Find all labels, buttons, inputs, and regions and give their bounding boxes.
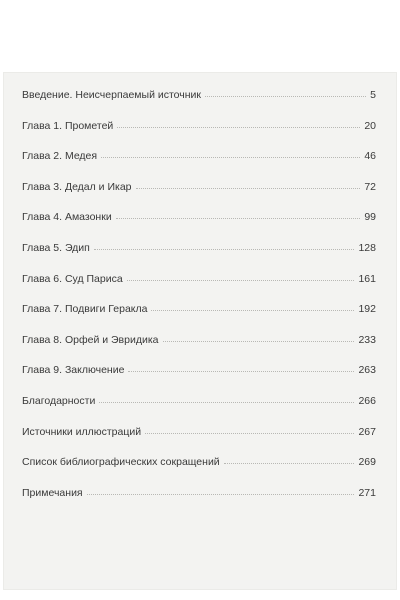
toc-entry — [22, 150, 376, 181]
toc-entry-page: 72 — [364, 180, 376, 193]
toc-entry-page: 161 — [358, 272, 376, 285]
toc-entry-title: Глава 9. Заключение — [22, 364, 125, 377]
dot-leader — [116, 217, 361, 219]
toc-entry-title: Введение. Неисчерпаемый источник — [22, 89, 202, 101]
dot-leader — [128, 370, 354, 372]
toc-entry-page: 233 — [358, 333, 376, 346]
toc-entry-page: 267 — [358, 425, 376, 438]
toc-entry — [22, 211, 376, 242]
toc-entry — [22, 181, 376, 212]
toc-entry — [22, 303, 376, 334]
toc-entry-title: Глава 7. Подвиги Геракла — [22, 303, 148, 316]
toc-entry-page: 269 — [358, 456, 376, 469]
dot-leader — [163, 340, 355, 342]
toc-entry — [22, 120, 376, 151]
dot-leader — [94, 248, 355, 250]
dot-leader — [87, 493, 355, 495]
toc-entry — [22, 487, 376, 518]
dot-leader — [117, 126, 360, 128]
toc-entry-page: 192 — [358, 303, 376, 316]
toc-entry-page: 263 — [358, 364, 376, 377]
toc-entry — [22, 242, 376, 273]
toc-entry-title: Благодарности — [22, 394, 96, 407]
toc-entry-page: 20 — [364, 119, 376, 132]
dot-leader — [101, 156, 360, 158]
toc-entry-title: Глава 8. Орфей и Эвридика — [22, 333, 159, 346]
toc-entry — [22, 273, 376, 304]
dot-leader — [205, 95, 366, 97]
dot-leader — [224, 462, 355, 464]
toc-entry-title: Источники иллюстраций — [22, 425, 142, 438]
toc-entry-page: 5 — [370, 89, 376, 101]
table-of-contents — [22, 89, 376, 517]
toc-entry-title: Глава 5. Эдип — [22, 241, 90, 254]
dot-leader — [99, 401, 354, 403]
toc-entry-title: Глава 6. Суд Париса — [22, 272, 123, 285]
toc-entry-page: 266 — [358, 394, 376, 407]
dot-leader — [151, 309, 354, 311]
toc-entry-title: Список библиографических сокращений — [22, 456, 220, 469]
toc-entry-page: 99 — [364, 211, 376, 224]
toc-entry-page: 271 — [358, 486, 376, 499]
toc-entry — [22, 89, 376, 120]
toc-entry — [22, 426, 376, 457]
toc-entry-page: 46 — [364, 150, 376, 163]
dot-leader — [145, 432, 354, 434]
toc-entry-title: Глава 3. Дедал и Икар — [22, 180, 132, 193]
toc-entry — [22, 334, 376, 365]
toc-entry — [22, 456, 376, 487]
toc-entry — [22, 364, 376, 395]
dot-leader — [127, 279, 355, 281]
toc-entry — [22, 395, 376, 426]
toc-entry-title: Глава 4. Амазонки — [22, 211, 112, 224]
toc-entry-title: Примечания — [22, 486, 83, 499]
toc-entry-title: Глава 2. Медея — [22, 150, 98, 163]
dot-leader — [136, 187, 361, 189]
toc-entry-title: Глава 1. Прометей — [22, 119, 114, 132]
toc-entry-page: 128 — [358, 241, 376, 254]
